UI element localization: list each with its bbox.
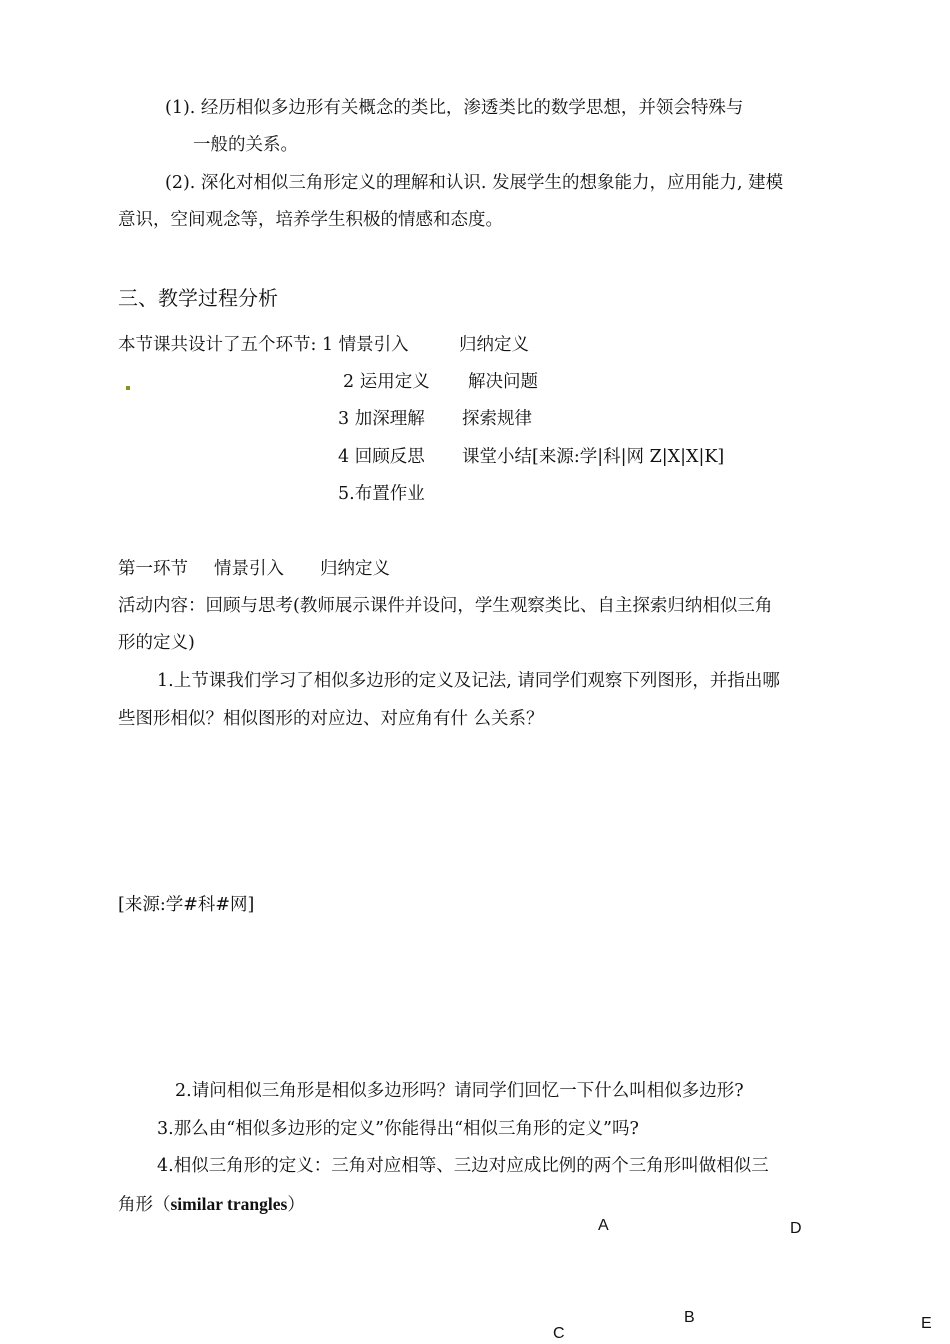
- step-3-goal: 探索规律: [462, 409, 532, 429]
- part-1-title: 情景引入: [214, 559, 284, 579]
- activity-line-1: 活动内容：回顾与思考(教师展示课件并设问，学生观察类比、自主探索归纳相似三角: [118, 596, 773, 616]
- step-4-goal: 课堂小结[来源:学|科|网 Z|X|X|K]: [462, 447, 725, 467]
- margin-mark: [126, 386, 130, 390]
- step-1-goal: 归纳定义: [459, 335, 529, 355]
- question-4-line-1: 4.相似三角形的定义：三角对应相等、三边对应成比例的两个三角形叫做相似三: [157, 1156, 769, 1176]
- objective-1-line-1: (1). 经历相似多边形有关概念的类比，渗透类比的数学思想，并领会特殊与: [165, 98, 744, 118]
- question-4-line-2: [118, 1192, 305, 1217]
- figure-label-b: B: [684, 1309, 695, 1326]
- source-note: [来源:学#科#网]: [118, 895, 255, 915]
- question-2: 2.请问相似三角形是相似多边形吗？请同学们回忆一下什么叫相似多边形?: [175, 1081, 744, 1101]
- question-1-line-1: 1.上节课我们学习了相似多边形的定义及记法, 请同学们观察下列图形，并指出哪: [157, 671, 780, 691]
- step-2-name: 2 运用定义: [343, 372, 430, 392]
- question-3: 3.那么由“相似多边形的定义”你能得出“相似三角形的定义”吗?: [157, 1119, 639, 1139]
- step-5-name: 5.布置作业: [338, 484, 425, 504]
- question-1-line-2: 些图形相似？相似图形的对应边、对应角有什 么关系？: [118, 709, 544, 729]
- figure-label-e: E: [921, 1315, 932, 1332]
- part-1-subtitle: 归纳定义: [320, 559, 390, 579]
- question-4-suffix: ）: [287, 1195, 305, 1215]
- question-4-prefix: 角形（: [118, 1195, 171, 1215]
- objective-2-line-2: 意识，空间观念等，培养学生积极的情感和态度。: [118, 210, 503, 230]
- step-4-name: 4 回顾反思: [338, 447, 425, 467]
- step-2-goal: 解决问题: [468, 372, 538, 392]
- figure-label-a: A: [598, 1217, 609, 1234]
- activity-line-2: 形的定义): [118, 633, 195, 653]
- step-3-name: 3 加深理解: [338, 409, 425, 429]
- objective-2-line-1: (2). 深化对相似三角形定义的理解和认识. 发展学生的想象能力，应用能力, 建模: [165, 173, 784, 193]
- section-heading: 三、教学过程分析: [118, 286, 278, 310]
- objective-1-line-2: 一般的关系。: [193, 135, 298, 155]
- figure-label-d: D: [790, 1220, 802, 1237]
- steps-intro: 本节课共设计了五个环节: 1 情景引入: [118, 335, 409, 355]
- english-term: similar trangles: [170, 1194, 288, 1214]
- part-1-label: 第一环节: [118, 559, 188, 579]
- figure-label-c: C: [553, 1325, 565, 1342]
